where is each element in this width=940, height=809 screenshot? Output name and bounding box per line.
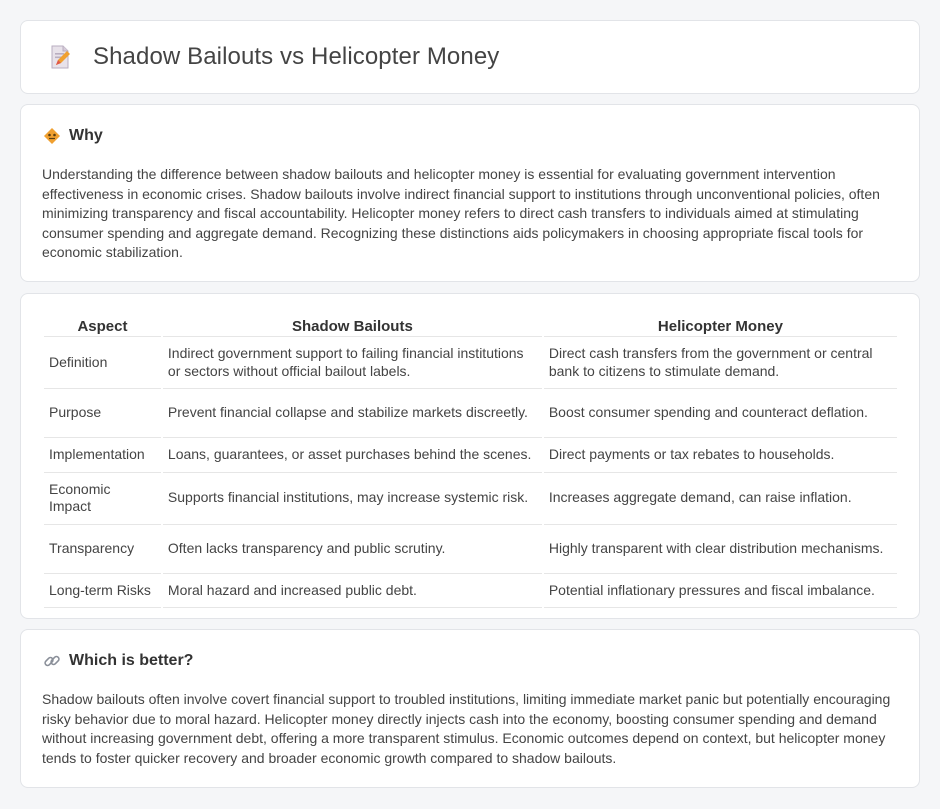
row-helicopter-money: Direct cash transfers from the government or central bank to citizens to stimulate demand.: [544, 337, 897, 389]
table-row: [44, 389, 897, 438]
comparison-table-card: [20, 293, 920, 619]
row-shadow-bailouts: Often lacks transparency and public scrutiny.: [163, 525, 542, 574]
link-icon: [43, 652, 61, 670]
row-helicopter-money: Potential inflationary pressures and fiscal imbalance.: [544, 574, 897, 609]
page-title: Shadow Bailouts vs Helicopter Money: [93, 43, 500, 70]
row-shadow-bailouts: Moral hazard and increased public debt.: [163, 574, 542, 609]
row-aspect: Long-term Risks: [44, 574, 161, 609]
row-shadow-bailouts: Indirect government support to failing financial institutions or sectors without official bailout labels.: [163, 337, 542, 389]
row-shadow-bailouts: Prevent financial collapse and stabilize markets discreetly.: [163, 389, 542, 438]
row-shadow-bailouts: Loans, guarantees, or asset purchases behind the scenes.: [163, 438, 542, 473]
which-is-better-section: [20, 629, 920, 788]
why-title: Why: [69, 127, 103, 144]
header-aspect: Aspect: [44, 315, 161, 337]
row-aspect: Purpose: [44, 389, 161, 438]
table-header-row: [44, 315, 897, 337]
why-text: Understanding the difference between shadow bailouts and helicopter money is essential for evaluating government intervention effectiveness in economic crises. Shadow bailouts involve indirect financial support to institutions through unconventional policies, often minimizing transparency and fiscal accountability. Helicopter money refers to direct cash transfers to individuals aimed at stimulating consumer spending and aggregate demand. Recognizing these distinctions aids policymakers in choosing appropriate fiscal tools for economic stabilization.: [42, 166, 880, 261]
row-aspect: Definition: [44, 337, 161, 389]
title-card: [20, 20, 920, 94]
row-helicopter-money: Increases aggregate demand, can raise inflation.: [544, 473, 897, 525]
better-title: Which is better?: [69, 652, 194, 669]
why-section: [20, 104, 920, 282]
table-row: [44, 525, 897, 574]
table-row: [44, 574, 897, 609]
better-text: Shadow bailouts often involve covert financial support to troubled institutions, limiting immediate market panic but potentially encouraging risky behavior due to moral hazard. Helicopter money directly injects cash into the economy, boosting consumer spending and demand without increasing government debt, offering a more transparent stimulus. Economic outcomes depend on context, but helicopter money tends to foster quicker recovery and broader economic growth compared to shadow bailouts.: [42, 691, 891, 766]
table-row: [44, 337, 897, 389]
diamond-warning-icon: [43, 127, 61, 145]
row-helicopter-money: Direct payments or tax rebates to households.: [544, 438, 897, 473]
row-helicopter-money: Boost consumer spending and counteract deflation.: [544, 389, 897, 438]
comparison-table: [42, 315, 899, 608]
row-shadow-bailouts: Supports financial institutions, may increase systemic risk.: [163, 473, 542, 525]
row-aspect: Implementation: [44, 438, 161, 473]
row-aspect: Transparency: [44, 525, 161, 574]
table-row: [44, 473, 897, 525]
row-aspect: Economic Impact: [44, 473, 161, 525]
row-helicopter-money: Highly transparent with clear distribution mechanisms.: [544, 525, 897, 574]
table-row: [44, 438, 897, 473]
header-helicopter-money: Helicopter Money: [544, 315, 897, 337]
document-pencil-icon: [47, 44, 73, 70]
header-shadow-bailouts: Shadow Bailouts: [163, 315, 542, 337]
